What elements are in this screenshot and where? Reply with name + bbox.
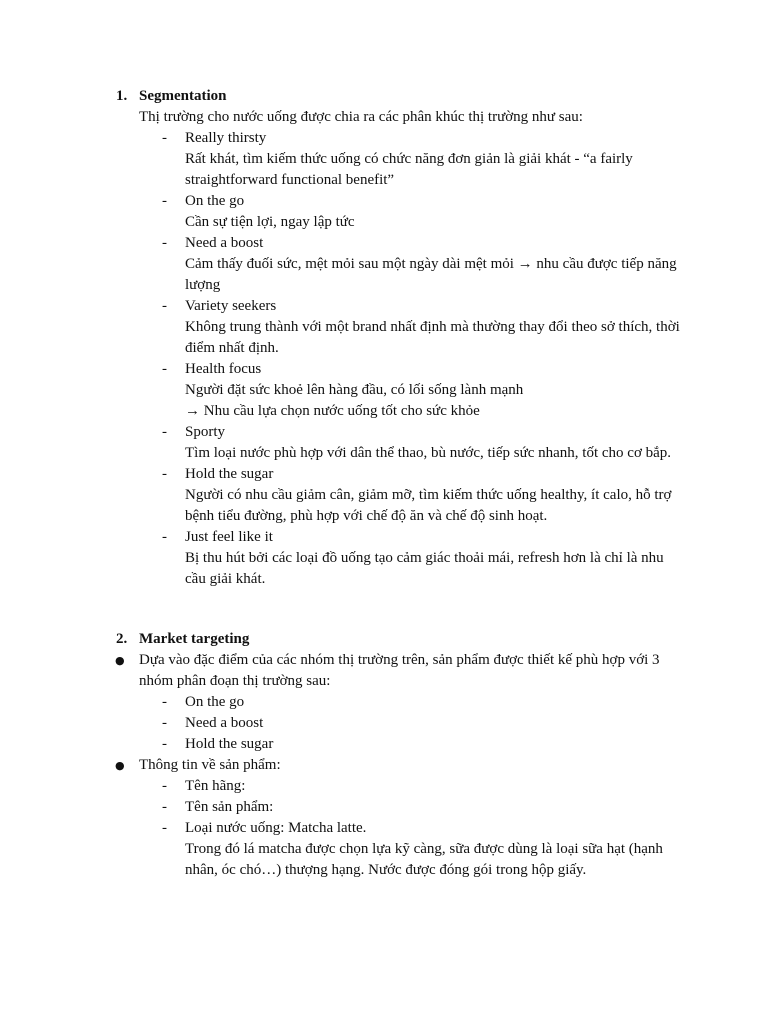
dash-marker: - — [162, 820, 167, 836]
section-number: 2. — [116, 631, 128, 647]
section-number: 1. — [116, 88, 128, 104]
segment-label: Hold the sugar — [185, 466, 274, 482]
list-item — [0, 818, 685, 881]
list-item — [0, 464, 685, 527]
dash-marker: - — [162, 736, 167, 752]
segment-description: Cần sự tiện lợi, ngay lập tức — [185, 214, 355, 230]
segment-label: Just feel like it — [185, 529, 273, 545]
dash-marker: - — [162, 361, 167, 377]
segment-label: Variety seekers — [185, 298, 277, 314]
dash-marker: - — [162, 715, 167, 731]
segment-description: Rất khát, tìm kiếm thức uống có chức năng đơn giản là giải khát - “a fairly straightforward functional benefit” — [185, 151, 633, 188]
product-info-label: Loại nước uống: Matcha latte. — [185, 820, 367, 836]
dash-marker: - — [162, 799, 167, 815]
target-segment-label: Need a boost — [185, 715, 264, 731]
dash-marker: - — [162, 778, 167, 794]
section-heading — [0, 86, 768, 107]
target-segment-label: On the go — [185, 694, 245, 710]
dash-marker: - — [162, 466, 167, 482]
segment-description: Không trung thành với một brand nhất định mà thường thay đổi theo sở thích, thời điểm nhất định. — [185, 319, 680, 356]
dash-marker: - — [162, 193, 167, 209]
segment-label: On the go — [185, 193, 245, 209]
section-title: Market targeting — [139, 631, 250, 647]
section-market-targeting — [0, 629, 768, 881]
segment-description: Người đặt sức khoẻ lên hàng đầu, có lối sống lành mạnh — [185, 382, 524, 398]
section-segmentation — [0, 86, 768, 590]
list-item — [0, 233, 685, 296]
dash-marker: - — [162, 298, 167, 314]
product-info-list — [0, 776, 768, 881]
list-item — [0, 128, 685, 191]
target-segment-list — [0, 692, 768, 755]
dash-marker: - — [162, 694, 167, 710]
section-title: Segmentation — [139, 88, 227, 104]
target-segment-label: Hold the sugar — [185, 736, 274, 752]
section-heading — [0, 629, 768, 650]
segment-label: Sporty — [185, 424, 226, 440]
product-info-label: Tên hãng: — [185, 778, 246, 794]
bullet-marker: ● — [115, 654, 125, 667]
list-item — [0, 296, 685, 359]
list-item — [0, 692, 685, 713]
segment-label: Need a boost — [185, 235, 264, 251]
dash-marker: - — [162, 529, 167, 545]
list-item — [0, 359, 685, 422]
bullet-item — [0, 650, 679, 692]
list-item — [0, 713, 685, 734]
segment-description-continued: → Nhu cầu lựa chọn nước uống tốt cho sức khỏe — [185, 403, 480, 419]
list-item — [0, 527, 685, 590]
dash-marker: - — [162, 424, 167, 440]
list-item — [0, 191, 685, 233]
bullet-text: Thông tin về sản phẩm: — [139, 757, 281, 773]
list-item — [0, 422, 685, 464]
bullet-text: Dựa vào đặc điểm của các nhóm thị trường trên, sản phẩm được thiết kế phù hợp với 3 nhóm phân đoạn thị trường sau: — [139, 652, 660, 689]
dash-marker: - — [162, 130, 167, 146]
segment-label: Health focus — [185, 361, 262, 377]
product-info-label: Tên sản phẩm: — [185, 799, 274, 815]
segment-description: Bị thu hút bởi các loại đồ uống tạo cảm giác thoải mái, refresh hơn là chỉ là nhu cầu giải khát. — [185, 550, 664, 587]
segment-description: Người có nhu cầu giảm cân, giảm mỡ, tìm kiếm thức uống healthy, ít calo, hỗ trợ bệnh tiểu đường, phù hợp với chế độ ăn và chế độ sinh hoạt. — [185, 487, 672, 524]
section-intro: Thị trường cho nước uống được chia ra các phân khúc thị trường như sau: — [139, 109, 583, 125]
bullet-item — [0, 755, 679, 776]
segment-description: Tìm loại nước phù hợp với dân thể thao, bù nước, tiếp sức nhanh, tốt cho cơ bắp. — [185, 445, 672, 461]
list-item — [0, 797, 685, 818]
segment-description: Cảm thấy đuối sức, mệt mỏi sau một ngày dài mệt mỏi → nhu cầu được tiếp năng lượng — [185, 256, 677, 293]
product-info-description: Trong đó lá matcha được chọn lựa kỹ càng, sữa được dùng là loại sữa hạt (hạnh nhân, óc chó…) thượng hạng. Nước được đóng gói trong hộp giấy. — [185, 841, 663, 878]
list-item — [0, 776, 685, 797]
list-item — [0, 734, 685, 755]
segment-label: Really thirsty — [185, 130, 267, 146]
bullet-marker: ● — [115, 759, 125, 772]
dash-marker: - — [162, 235, 167, 251]
